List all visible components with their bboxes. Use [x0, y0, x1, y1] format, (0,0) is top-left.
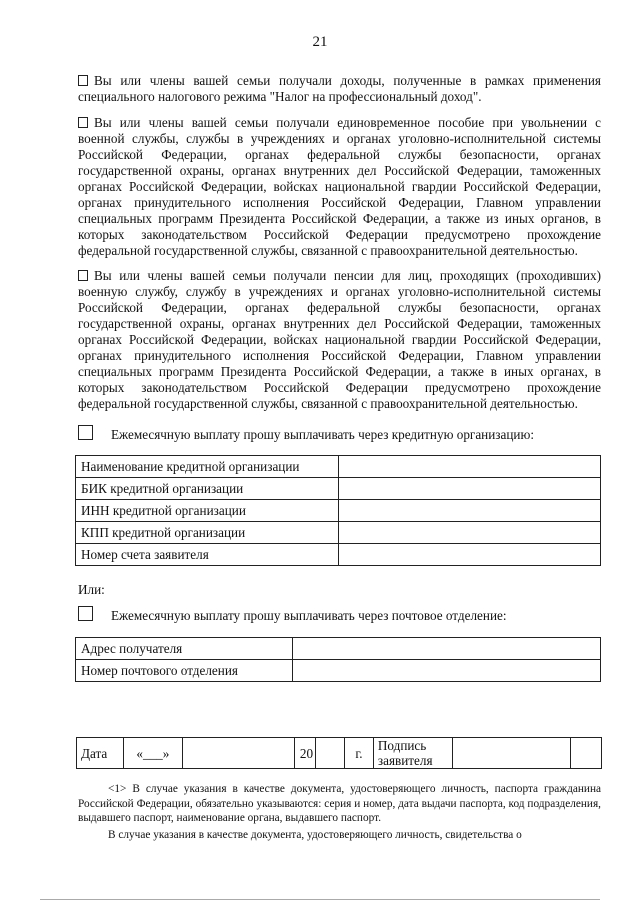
post-option-label: Ежемесячную выплату прошу выплачивать через почтовое отделение:: [111, 608, 507, 623]
date-label: Дата: [77, 738, 124, 769]
post-details-table: [75, 637, 601, 682]
footnote-2: В случае указания в качестве документа, удостоверяющего личность, свидетельства о: [108, 829, 522, 841]
income-paragraph-text: Вы или члены вашей семьи получали доходы, полученные в рамках применения специального налогового режима "Налог на профессиональный доход".: [78, 73, 601, 104]
page-number: 21: [312, 34, 328, 50]
kpp-field[interactable]: [339, 522, 601, 544]
account-number-label: Номер счета заявителя: [76, 544, 339, 566]
bik-label: БИК кредитной организации: [76, 478, 339, 500]
page-bottom-rule: [40, 899, 600, 900]
year-prefix: 20: [295, 738, 316, 769]
table-row: [76, 522, 601, 544]
signature-extra-field[interactable]: [571, 738, 602, 769]
table-row: [76, 638, 601, 660]
bank-option-checkbox[interactable]: [78, 425, 93, 440]
allowance-paragraph-text: Вы или члены вашей семьи получали единовременное пособие при увольнении с военной службы, службы в учреждениях и органах уголовно-исполнительной системы Российской Федерации, органах федеральной службы безопасности, органах государственной охраны, органах внутренних дел Российской Федерации, таможенных органах Российской Федерации, войсках национальной гвардии Российской Федерации, органах принудительного исполнения Российской Федерации, Главном управлении специальных программ Президента Российской Федерации, а также из иных органов, в которых законодательством Российской Федерации предусмотрено прохождение федеральной государственной службы, связанной с правоохранительной деятельностью.: [78, 115, 601, 258]
signature-field[interactable]: [452, 738, 570, 769]
pension-paragraph-text: Вы или члены вашей семьи получали пенсии для лиц, проходящих (проходивших) военную службу, службу в учреждениях и органах уголовно-исполнительной системы Российской Федерации, органах федеральной службы безопасности, органах государственной охраны, органах внутренних дел Российской Федерации, таможенных органах Российской Федерации, войсках национальной гвардии Российской Федерации, органах принудительного исполнения Российской Федерации, Главном управлении специальных программ Президента Российской Федерации, а также в иных органах, в которых законодательством Российской Федерации предусмотрено прохождение федеральной государственной службы, связанной с правоохранительной деятельностью.: [78, 268, 601, 411]
allowance-paragraph: [78, 115, 601, 259]
or-text: Или:: [78, 582, 105, 597]
bank-option-label: Ежемесячную выплату прошу выплачивать через кредитную организацию:: [111, 427, 534, 442]
checkbox-icon[interactable]: [78, 75, 88, 86]
year-suffix: г.: [344, 738, 373, 769]
table-row: [76, 544, 601, 566]
kpp-label: КПП кредитной организации: [76, 522, 339, 544]
pension-paragraph: [78, 268, 601, 412]
bank-details-table: [75, 455, 601, 566]
table-row: [76, 478, 601, 500]
month-field[interactable]: [182, 738, 294, 769]
day-field[interactable]: «___»: [123, 738, 182, 769]
recipient-address-field[interactable]: [293, 638, 601, 660]
table-row: [76, 660, 601, 682]
checkbox-icon[interactable]: [78, 117, 88, 128]
checkbox-icon[interactable]: [78, 270, 88, 281]
signature-label: Подпись заявителя: [373, 738, 452, 769]
date-signature-table: [76, 737, 602, 769]
account-number-field[interactable]: [339, 544, 601, 566]
table-row: [76, 456, 601, 478]
recipient-address-label: Адрес получателя: [76, 638, 293, 660]
bank-name-label: Наименование кредитной организации: [76, 456, 339, 478]
bank-name-field[interactable]: [339, 456, 601, 478]
inn-label: ИНН кредитной организации: [76, 500, 339, 522]
post-option-checkbox[interactable]: [78, 606, 93, 621]
table-row: [76, 500, 601, 522]
table-row: [77, 738, 602, 769]
footnote-1: <1> В случае указания в качестве документа, удостоверяющего личность, паспорта гражданина Российской Федерации, обязательно указываются: серия и номер, дата выдачи паспорта, код подразделения, выдавшего паспорт, наименование органа, выдавшего паспорт.: [78, 783, 601, 825]
bik-field[interactable]: [339, 478, 601, 500]
post-office-number-field[interactable]: [293, 660, 601, 682]
inn-field[interactable]: [339, 500, 601, 522]
post-office-number-label: Номер почтового отделения: [76, 660, 293, 682]
year-field[interactable]: [316, 738, 345, 769]
income-paragraph: [78, 73, 601, 105]
